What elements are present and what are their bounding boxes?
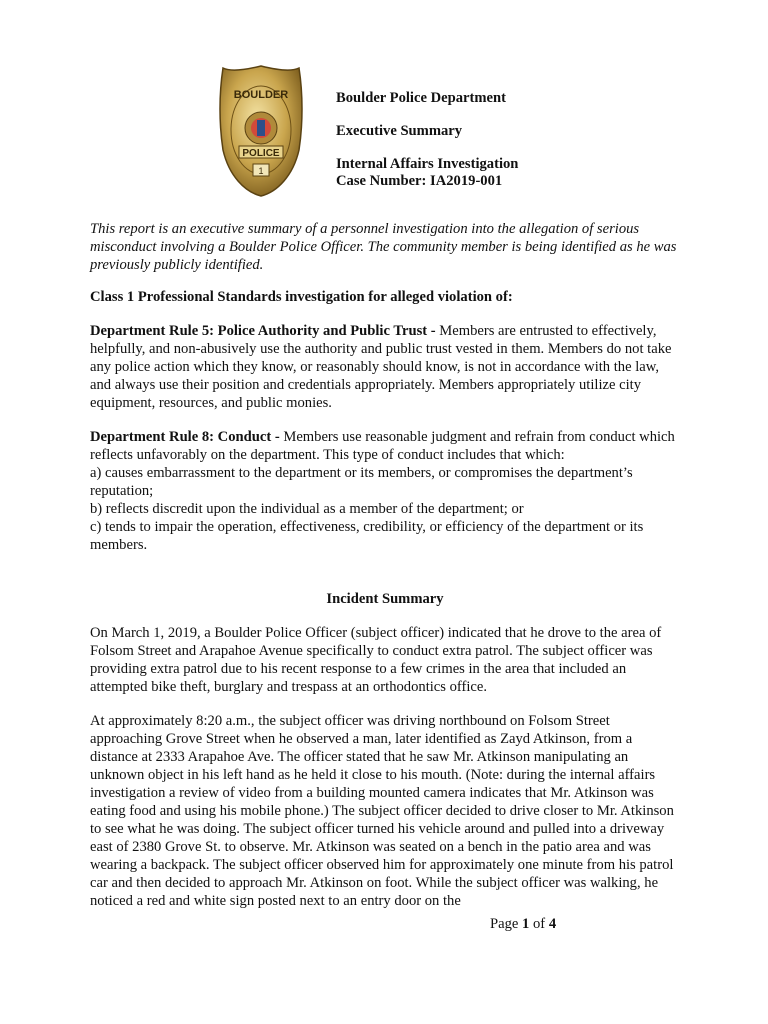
page-number bbox=[490, 916, 556, 933]
rule-5-title: Department Rule 5: Police Authority and Public Trust - bbox=[90, 323, 436, 339]
rule-5-text: Members are entrusted to effectively, helpfully, and non-abusively use the authority and public trust vested in them. Members do not take any police action which they know, or reasonably should know, is not in accordance with the law, and always use their position and credentials appropriately. Members appropriately utilize city equipment, resources, and public monies. bbox=[90, 323, 672, 411]
rule-8-paragraph bbox=[90, 428, 680, 554]
rule-8-title: Department Rule 8: Conduct - bbox=[90, 429, 280, 445]
case-number: Case Number: IA2019-001 bbox=[336, 173, 503, 189]
rule-8-item: a) causes embarrassment to the department or its members, or compromises the department’s reputation; bbox=[90, 465, 633, 499]
badge-top-text: BOULDER bbox=[233, 89, 289, 101]
current-page: 1 bbox=[522, 916, 530, 932]
intro-paragraph: This report is an executive summary of a personnel investigation into the allegation of serious misconduct involving a Boulder Police Officer. The community member is being identified as he was previously publicly identified. bbox=[90, 221, 677, 273]
badge-number: 1 bbox=[258, 166, 264, 176]
report-body bbox=[90, 220, 680, 926]
incident-summary-heading: Incident Summary bbox=[326, 591, 444, 607]
investigation-type: Internal Affairs Investigation bbox=[336, 156, 519, 172]
total-pages: 4 bbox=[548, 916, 557, 932]
class-heading: Class 1 Professional Standards investigation for alleged violation of: bbox=[90, 289, 513, 305]
incident-paragraph-2: At approximately 8:20 a.m., the subject officer was driving northbound on Folsom Street approaching Grove Street when he observed a man, later identified as Zayd Atkinson, from a distance at 2333 Arapahoe Ave. The officer stated that he saw Mr. Atkinson manipulating an unknown object in his left hand as he held it close to his mouth. (Note: during the internal affairs investigation a review of video from a building mounted camera indicates that Mr. Atkinson was eating food and using his mobile phone.) The subject officer decided to drive closer to Mr. Atkinson to see what he was doing. The subject officer turned his vehicle around and pulled into a driveway east of 2380 Grove St. to observe. Mr. Atkinson was seated on a bench in the patio area and was wearing a backpack. The subject officer observed him for approximately one minute from his patrol car and then decided to approach Mr. Atkinson on foot. While the subject officer was walking, he noticed a red and white sign posted next to an entry door on the bbox=[90, 713, 674, 909]
rule-5-paragraph bbox=[90, 322, 680, 412]
rule-8-item: b) reflects discredit upon the individual as a member of the department; or bbox=[90, 501, 524, 517]
police-badge-logo bbox=[219, 64, 303, 198]
badge-bottom-text: POLICE bbox=[242, 148, 280, 159]
report-header bbox=[336, 90, 518, 190]
document-type: Executive Summary bbox=[336, 123, 463, 139]
rule-8-text: Members use reasonable judgment and refrain from conduct which reflects unfavorably on the department. This type of conduct includes that which: bbox=[90, 429, 675, 463]
of-word: of bbox=[532, 916, 546, 932]
incident-paragraph-1: On March 1, 2019, a Boulder Police Officer (subject officer) indicated that he drove to the area of Folsom Street and Arapahoe Avenue specifically to conduct extra patrol. The subject officer was providing extra patrol due to his recent response to a few crimes in the area that included an attempted bike theft, burglary and trespass at an orthodontics office. bbox=[90, 625, 662, 695]
page-word: Page bbox=[490, 916, 519, 932]
rule-8-item: c) tends to impair the operation, effectiveness, credibility, or efficiency of the department or its members. bbox=[90, 519, 644, 553]
department-name: Boulder Police Department bbox=[336, 90, 506, 106]
